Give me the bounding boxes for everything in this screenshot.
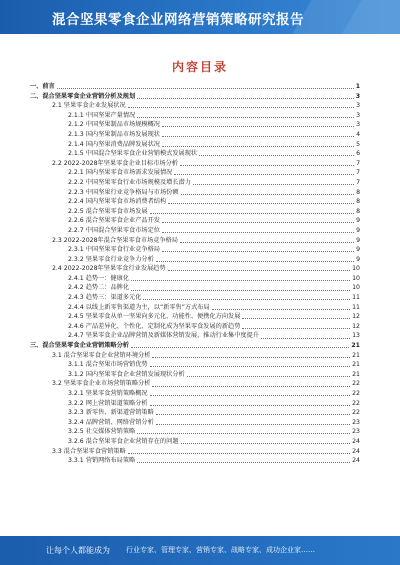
toc-entry[interactable] <box>30 120 360 130</box>
toc-entry-label: 2.2.1 国内坚果零食市场需求发展情况 <box>68 169 173 177</box>
toc-entry-label: 2.3.1 中国坚果零食行业竞争格局 <box>68 246 160 254</box>
toc-entry-label: 2.2.3 中国坚果行业竞争格局与市场份额 <box>68 188 179 196</box>
toc-entry-label: 2.1.3 国内坚果制品市场发展现状 <box>68 130 160 138</box>
toc-entry-page: 3 <box>355 92 360 100</box>
toc-entry-label: 2.2.4 国内坚果零食市场消费者结构 <box>68 198 167 206</box>
toc-entry-page: 9 <box>356 226 360 234</box>
toc-entry-page: 7 <box>356 159 360 167</box>
toc-entry[interactable] <box>30 399 360 409</box>
toc-leader-dots <box>242 328 350 329</box>
toc-entry-page: 9 <box>356 236 360 244</box>
toc-entry[interactable] <box>30 312 360 322</box>
toc-entry-label: 3.1.1 混合坚果市场营销优势 <box>68 361 148 369</box>
toc-entry[interactable] <box>30 101 360 111</box>
toc-leader-dots <box>168 270 351 271</box>
toc-leader-dots <box>181 194 355 195</box>
toc-entry-label: 一、前言 <box>30 83 55 90</box>
header-banner <box>0 0 400 34</box>
toc-leader-dots <box>162 222 354 223</box>
toc-entry-page: 1 <box>355 83 360 90</box>
toc-entry-label: 2.1.4 国内坚果消费品牌发展状况 <box>68 140 160 148</box>
toc-entry-label: 2.4.4 以线上新零售渠道为主，以“新零售”方式布局 <box>68 303 210 311</box>
toc-entry-page: 9 <box>356 217 360 225</box>
toc-entry[interactable] <box>30 264 360 274</box>
toc-entry[interactable] <box>30 370 360 380</box>
toc-entry[interactable] <box>30 379 360 389</box>
toc-entry-page: 10 <box>352 284 360 292</box>
toc-entry[interactable] <box>30 408 360 418</box>
toc-leader-dots <box>174 174 354 175</box>
toc-entry-label: 2.3.2 坚果零食行业竞争力分析 <box>68 255 154 263</box>
toc-entry-label: 2.2 2022-2028年坚果零食企业目标市场分析 <box>52 159 178 167</box>
toc-entry-page: 23 <box>352 428 360 436</box>
toc-entry-label: 2.4.2 趋势二：品牌化 <box>68 284 130 292</box>
toc-entry-label: 2.2.5 混合坚果零食市场发展 <box>68 207 148 215</box>
toc-entry-page: 24 <box>352 437 360 445</box>
toc-entry[interactable] <box>30 255 360 265</box>
toc-entry-label: 3.2 坚果零食企业市场营销策略分析 <box>52 380 151 388</box>
toc-entry-page: 6 <box>356 150 360 158</box>
toc-entry-label: 2.1.1 中国坚果产量情况 <box>68 111 136 119</box>
toc-entry-label: 2.4.7 坚果零食企业品牌营销及新媒体营销发展，推动行业集中度提升 <box>68 332 259 340</box>
toc-entry[interactable] <box>30 303 360 313</box>
footer-slogan: 让每个人都能成为 <box>46 546 110 555</box>
toc-leader-dots <box>162 136 354 137</box>
toc-entry[interactable] <box>30 245 360 255</box>
toc-entry[interactable] <box>30 447 360 457</box>
toc-entry[interactable] <box>30 236 360 246</box>
toc-entry[interactable] <box>30 360 360 370</box>
toc-entry[interactable] <box>30 207 360 217</box>
toc-leader-dots <box>162 251 354 252</box>
toc-entry-page: 3 <box>356 121 360 129</box>
toc-entry[interactable] <box>30 341 360 351</box>
footer-experts: 行业专家、管理专家、营销专家、战略专家、成功企业家…… <box>126 546 315 554</box>
toc-entry-page: 8 <box>356 207 360 215</box>
toc-entry-page: 10 <box>352 274 360 282</box>
toc-leader-dots <box>156 414 350 415</box>
toc-leader-dots <box>137 117 354 118</box>
toc-entry-page: 22 <box>352 380 360 388</box>
toc-entry[interactable] <box>30 159 360 169</box>
toc-leader-dots <box>162 146 354 147</box>
toc-entry-page: 21 <box>352 361 360 369</box>
toc-entry-page: 4 <box>356 130 360 138</box>
toc-entry-label: 2.4.1 趋势一：健康化 <box>68 274 130 282</box>
toc-entry[interactable] <box>30 427 360 437</box>
toc-leader-dots <box>131 290 350 291</box>
toc-entry-label: 2.4 2022-2028年坚果零食行业发展趋势 <box>52 265 166 273</box>
toc-entry-label: 2.2.6 混合坚果零食企业产品开发 <box>68 217 160 225</box>
toc-leader-dots <box>137 433 350 434</box>
report-title: 混合坚果零食企业网络营销策略研究报告 <box>52 12 304 28</box>
toc-entry[interactable] <box>30 178 360 188</box>
toc-leader-dots <box>180 165 354 166</box>
toc-leader-dots <box>137 98 354 99</box>
toc-entry[interactable] <box>30 456 360 466</box>
toc-entry[interactable] <box>30 216 360 226</box>
toc-entry-page: 10 <box>352 265 360 273</box>
toc-leader-dots <box>143 299 350 300</box>
toc-entry-page: 8 <box>356 188 360 196</box>
toc-entry-label: 2.2.2 中国坚果零食行业市场规模及增长潜力 <box>68 178 191 186</box>
toc-entry-page: 22 <box>352 409 360 417</box>
toc-leader-dots <box>152 357 350 358</box>
toc-entry[interactable] <box>30 197 360 207</box>
toc-entry-label: 3.2.1 坚果零食营销策略概况 <box>68 390 148 397</box>
toc-entry-label: 2.1.5 中国混合坚果零食企业营销模式发展现状 <box>68 150 198 158</box>
toc-entry[interactable] <box>30 331 360 341</box>
toc-leader-dots <box>131 347 349 348</box>
toc-leader-dots <box>150 395 351 396</box>
toc-leader-dots <box>128 107 354 108</box>
toc-leader-dots <box>57 88 354 89</box>
toc-entry-page: 22 <box>352 390 360 397</box>
toc-leader-dots <box>180 242 354 243</box>
toc-entry-page: 22 <box>352 399 360 407</box>
toc-entry-page: 13 <box>352 332 360 340</box>
toc-leader-dots <box>150 405 351 406</box>
toc-entry-label: 3.3 混合坚果零食营销策略 <box>52 447 126 455</box>
toc-entry-page: 21 <box>351 342 360 350</box>
toc-leader-dots <box>150 366 351 367</box>
toc-entry-page: 3 <box>356 111 360 119</box>
toc-entry-page: 9 <box>356 255 360 263</box>
toc-leader-dots <box>150 213 354 214</box>
toc-entry-label: 2.4.3 趋势三：渠道多元化 <box>68 294 142 302</box>
toc-entry[interactable] <box>30 188 360 198</box>
toc-leader-dots <box>162 126 354 127</box>
toc-entry-page: 24 <box>352 457 360 465</box>
toc-leader-dots <box>187 376 350 377</box>
toc-entry[interactable] <box>30 389 360 399</box>
toc-entry[interactable] <box>30 437 360 447</box>
toc-entry[interactable] <box>30 140 360 150</box>
toc-leader-dots <box>128 453 350 454</box>
toc-entry-page: 11 <box>352 294 360 302</box>
toc-entry[interactable] <box>30 111 360 121</box>
toc-entry-page: 7 <box>356 178 360 186</box>
toc-entry[interactable] <box>30 130 360 140</box>
toc-entry-label: 3.2.4 品牌营销、网络营销分析 <box>68 418 154 426</box>
toc-entry-label: 3.2.6 混合坚果零食企业营销存在的问题 <box>68 437 179 445</box>
toc-entry-page: 3 <box>356 102 360 110</box>
toc-entry-label: 3.2.3 新零售、新渠道营销策略 <box>68 409 154 417</box>
toc-entry-label: 3.2.2 网上营销渠道策略分析 <box>68 399 148 407</box>
toc-entry-page: 5 <box>356 140 360 148</box>
toc-entry[interactable] <box>30 92 360 102</box>
toc-leader-dots <box>242 318 350 319</box>
toc-leader-dots <box>261 338 350 339</box>
toc-entry-label: 3.1.2 国内坚果零食企业营销发展现状分析 <box>68 370 185 378</box>
toc-entry-page: 8 <box>356 198 360 206</box>
toc-entry[interactable] <box>30 283 360 293</box>
toc-leader-dots <box>199 155 354 156</box>
toc-entry-label: 2.1.2 中国坚果制品市场规模概况 <box>68 121 160 129</box>
toc-entry[interactable] <box>30 293 360 303</box>
toc-entry-label: 2.4.5 坚果零食从单一坚果向多元化、功能性、便携化方向发展 <box>68 313 241 321</box>
toc-entry-label: 3.1 混合坚果零食企业营销环境分析 <box>52 351 151 359</box>
toc-entry[interactable] <box>30 274 360 284</box>
toc-leader-dots <box>168 203 354 204</box>
toc-leader-dots <box>131 280 350 281</box>
toc-entry-page: 23 <box>352 418 360 426</box>
toc-leader-dots <box>156 424 350 425</box>
toc-entry-page: 12 <box>352 313 360 321</box>
toc-entry[interactable] <box>30 322 360 332</box>
toc-entry-label: 3.3.1 营销网络布局策略 <box>68 457 136 465</box>
toc-entry-page: 9 <box>356 246 360 254</box>
toc-entry-page: 12 <box>352 322 360 330</box>
toc-leader-dots <box>162 232 354 233</box>
toc-leader-dots <box>212 309 350 310</box>
toc-entry-page: 7 <box>356 169 360 177</box>
table-of-contents <box>30 82 360 466</box>
toc-entry-label: 二、混合坚果零食企业营销分析及规划 <box>30 92 136 100</box>
footer-banner <box>0 536 400 565</box>
toc-entry[interactable] <box>30 168 360 178</box>
toc-leader-dots <box>152 386 350 387</box>
toc-entry[interactable] <box>30 418 360 428</box>
toc-title: 内容目录 <box>171 60 228 74</box>
toc-leader-dots <box>156 261 354 262</box>
toc-entry-page: 21 <box>352 370 360 378</box>
toc-entry[interactable] <box>30 149 360 159</box>
toc-entry-label: 2.1 坚果零食企业发展状况 <box>52 102 126 110</box>
toc-leader-dots <box>181 443 351 444</box>
toc-entry[interactable] <box>30 82 360 92</box>
toc-leader-dots <box>193 184 354 185</box>
toc-entry-label: 三、混合坚果零食企业营销策略分析 <box>30 342 129 350</box>
toc-leader-dots <box>137 462 350 463</box>
toc-entry-label: 3.2.5 社交媒体营销策略 <box>68 428 136 436</box>
toc-entry-label: 2.3 2022-2028年混合坚果零食市场竞争格局 <box>52 236 178 244</box>
toc-entry[interactable] <box>30 351 360 361</box>
toc-entry-page: 21 <box>352 351 360 359</box>
toc-entry-page: 11 <box>352 303 360 311</box>
toc-entry-page: 24 <box>352 447 360 455</box>
toc-entry-label: 2.2.7 中国混合坚果零食市场定位 <box>68 226 160 234</box>
toc-entry-label: 2.4.6 产品差异化、个性化、定制化成为坚果零食发展的新趋势 <box>68 322 241 330</box>
toc-entry[interactable] <box>30 226 360 236</box>
